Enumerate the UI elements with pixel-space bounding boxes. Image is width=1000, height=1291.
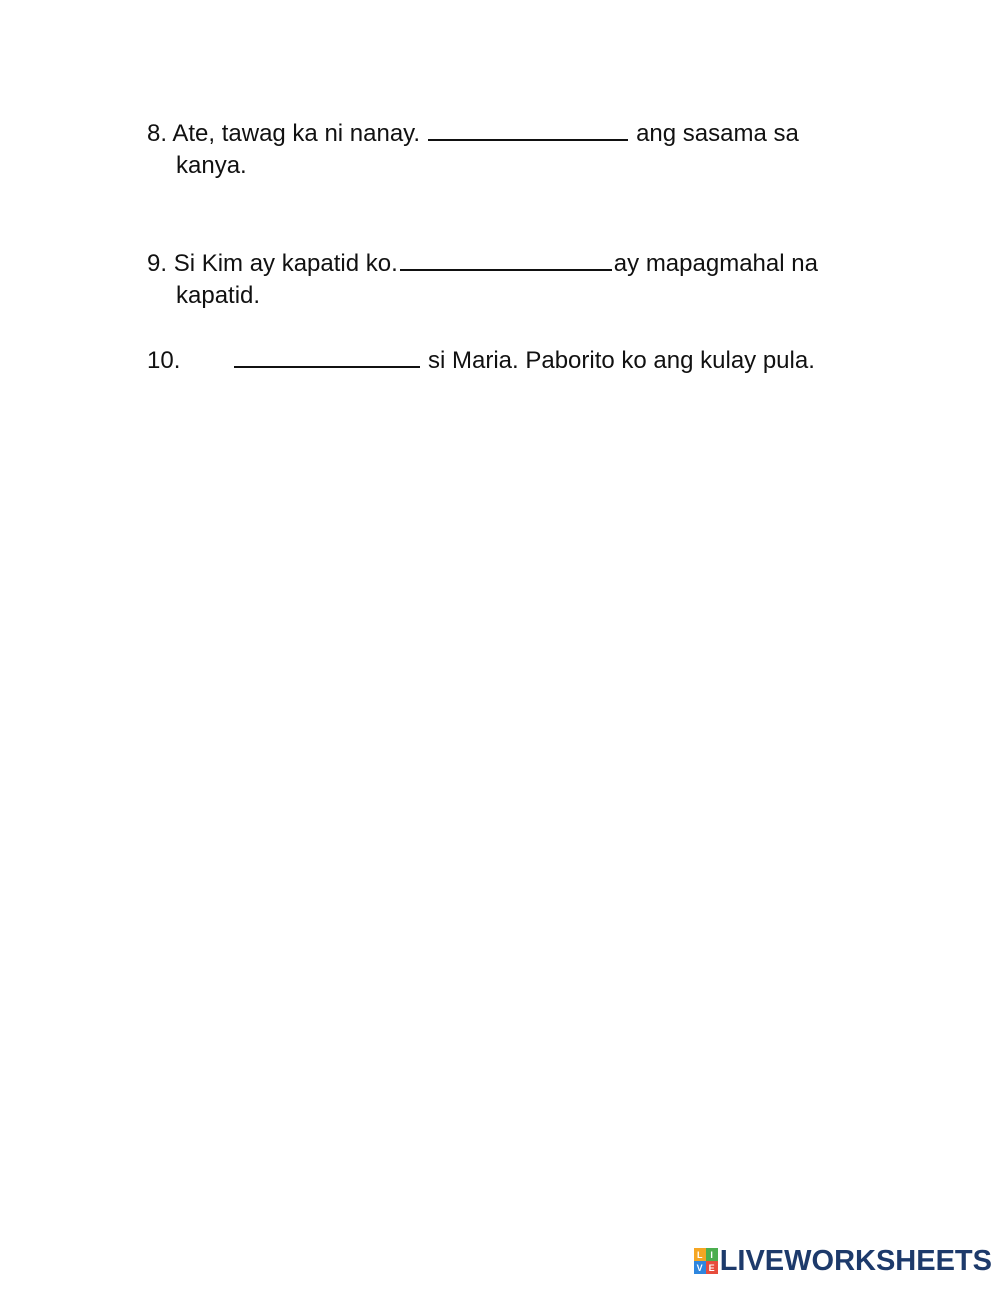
question-8-line-1 bbox=[147, 117, 799, 150]
question-continuation: kanya. bbox=[176, 152, 247, 179]
answer-blank-10[interactable] bbox=[234, 344, 420, 368]
brand-name: LIVEWORKSHEETS bbox=[719, 1245, 992, 1277]
question-10 bbox=[147, 344, 815, 377]
answer-blank-8[interactable] bbox=[428, 117, 628, 141]
question-8 bbox=[147, 117, 799, 182]
question-text-before: Si Kim ay kapatid ko. bbox=[173, 250, 398, 277]
question-9-line-1 bbox=[147, 247, 818, 280]
question-continuation: kapatid. bbox=[176, 282, 261, 309]
question-number: 8. bbox=[147, 120, 168, 147]
answer-blank-9[interactable] bbox=[400, 247, 612, 271]
logo-letter-l: L bbox=[694, 1248, 706, 1261]
question-9 bbox=[147, 247, 818, 312]
question-number: 10. bbox=[147, 347, 181, 374]
liveworksheets-logo-icon bbox=[694, 1248, 718, 1274]
question-text-after: ay mapagmahal na bbox=[613, 250, 818, 277]
logo-letter-v: V bbox=[694, 1261, 706, 1274]
question-number: 9. bbox=[147, 250, 168, 277]
question-10-line-1 bbox=[147, 344, 815, 377]
logo-letter-e: E bbox=[706, 1261, 718, 1274]
liveworksheets-branding[interactable] bbox=[694, 1245, 992, 1277]
question-text-before: Ate, tawag ka ni nanay. bbox=[172, 120, 421, 147]
logo-letter-i: I bbox=[706, 1248, 718, 1261]
question-text-after: si Maria. Paborito ko ang kulay pula. bbox=[428, 347, 815, 374]
question-text-after: ang sasama sa bbox=[636, 120, 799, 147]
